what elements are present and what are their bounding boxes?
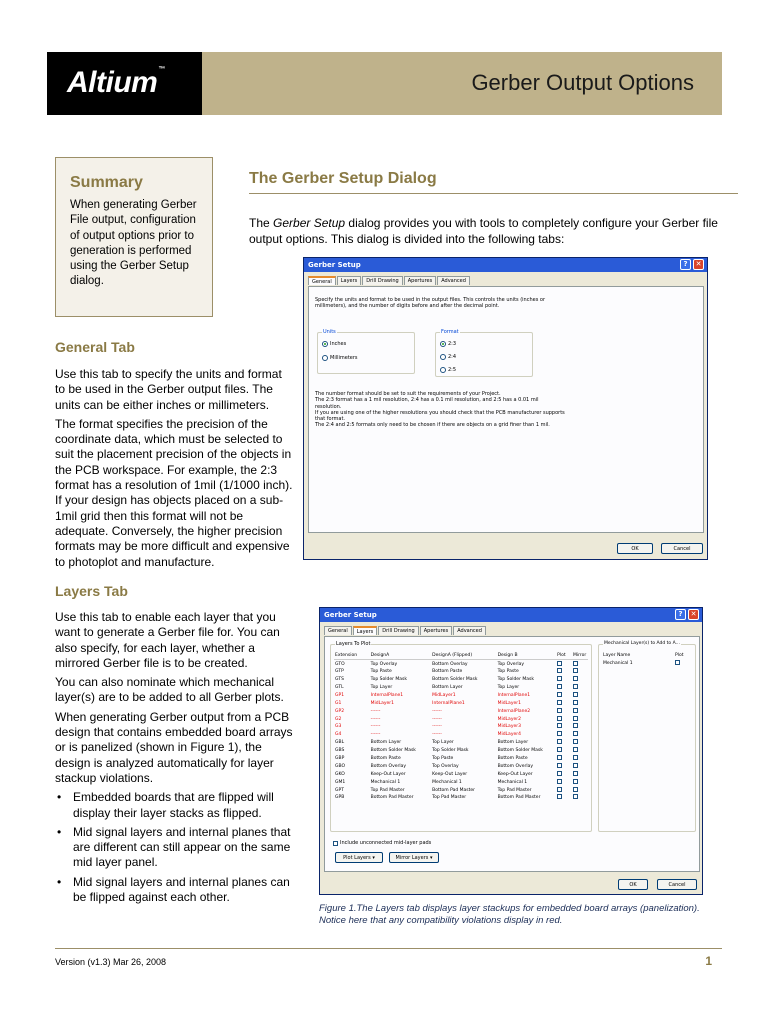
mirror-checkbox[interactable] [573, 763, 578, 768]
plot-checkbox[interactable] [557, 787, 562, 792]
table-cell: G2 [335, 716, 342, 722]
table-row[interactable] [602, 660, 692, 668]
mirror-checkbox[interactable] [573, 661, 578, 666]
table-row[interactable] [334, 715, 588, 723]
logo-trademark: ™ [158, 66, 165, 73]
mech-table-body [602, 652, 692, 668]
table-cell: Top Solder Mask [432, 748, 469, 754]
mirror-checkbox[interactable] [573, 779, 578, 784]
layers-panel [324, 636, 700, 872]
radio-format-2-4[interactable] [440, 354, 456, 360]
note-line: The number format should be set to suit the requirements of your Project. [315, 391, 501, 397]
table-cell: ------ [370, 716, 381, 722]
plot-checkbox[interactable] [557, 708, 562, 713]
table-cell: Top Paste [370, 669, 392, 675]
plot-checkbox[interactable] [557, 739, 562, 744]
table-cell: GPB [335, 795, 345, 801]
mirror-checkbox-cell [572, 676, 588, 684]
radio-format-2-3[interactable] [440, 341, 456, 347]
table-row[interactable] [334, 676, 588, 684]
table-row[interactable] [334, 684, 588, 692]
table-row[interactable] [334, 668, 588, 676]
help-icon[interactable]: ? [680, 259, 691, 270]
plot-checkbox[interactable] [557, 723, 562, 728]
general-description: Specify the units and format to be used in the output files. This controls the units (inches or millimeters), and the number of digits before and after the decimal point. [315, 297, 546, 310]
mirror-checkbox-cell [572, 755, 588, 763]
plot-checkbox-cell [556, 794, 572, 802]
intro-emphasis: Gerber Setup [273, 216, 346, 230]
mirror-checkbox-cell [572, 770, 588, 778]
note-line: If you are using one of the higher resolutions you should check that the PCB manufacturer supports that format. [315, 409, 565, 423]
table-cell: G4 [335, 732, 342, 738]
cancel-button[interactable]: Cancel [661, 543, 703, 554]
table-cell: ------ [432, 732, 442, 738]
dialog-title: Gerber Setup [324, 611, 377, 619]
table-cell: GBO [335, 763, 346, 769]
dialog-title: Gerber Setup [308, 261, 361, 269]
mirror-checkbox[interactable] [573, 668, 578, 673]
table-header-row [602, 652, 692, 660]
table-cell: Keep-Out Layer [497, 771, 533, 777]
table-cell: GTL [335, 685, 344, 690]
mirror-checkbox-cell [572, 723, 588, 731]
table-cell: Top Pad Master [432, 795, 467, 801]
table-cell: Top Pad Master [497, 787, 532, 793]
radio-millimeters[interactable] [322, 355, 358, 361]
radio-unselected-icon [440, 367, 446, 373]
help-icon[interactable]: ? [675, 609, 686, 620]
tab-advanced[interactable]: Advanced [453, 626, 486, 635]
plot-checkbox[interactable] [557, 731, 562, 736]
plot-checkbox-cell [556, 762, 572, 770]
table-cell: MidLayer4 [497, 732, 521, 738]
plot-checkbox[interactable] [557, 668, 562, 673]
table-cell: GBP [335, 756, 345, 762]
radio-unselected-icon [322, 355, 328, 361]
summary-text: When generating Gerber File output, configuration of output options prior to generation is performed using the Gerber Setup dialog. [70, 199, 197, 288]
plot-checkbox-cell [556, 668, 572, 676]
mirror-checkbox[interactable] [573, 676, 578, 681]
table-cell: Keep-Out Layer [370, 771, 406, 777]
table-header-row [334, 652, 588, 660]
general-p2: The format specifies the precision of the coordinate data, which must be selected to suit the placement precision of the objects in the PCB workspace. For example, the 2:3 format has a resolution of 1mil (1/1000 inch). If your design has objects placed on a sub-1mil grid then this format will not be adequate. Conversely, the higher precision formats may be more difficult and expensive to photoplot and manufacture. [55, 416, 293, 569]
checkbox-label: Include unconnected mid-layer pads [340, 840, 432, 846]
table-cell: ------ [370, 708, 381, 714]
table-cell: GP1 [335, 692, 345, 698]
table-cell: Top Layer [497, 685, 520, 690]
plot-checkbox[interactable] [557, 747, 562, 752]
dialog-tabs [324, 626, 487, 636]
table-cell: MidLayer3 [497, 724, 521, 730]
table-cell: Bottom Layer [497, 740, 529, 746]
plot-checkbox-cell [556, 707, 572, 715]
table-cell: ------ [432, 708, 442, 714]
table-cell: MidLayer2 [497, 716, 521, 722]
tab-layers[interactable]: Layers [353, 626, 378, 635]
plot-checkbox[interactable] [557, 771, 562, 776]
table-cell: Mechanical 1 [370, 779, 401, 785]
plot-checkbox-cell [674, 660, 692, 668]
tab-drill-drawing[interactable]: Drill Drawing [378, 626, 418, 635]
mirror-checkbox-cell [572, 762, 588, 770]
table-cell: Bottom Solder Mask [370, 748, 416, 754]
intro-pre: The [249, 216, 274, 230]
summary-box [55, 157, 213, 317]
column-header: Plot [675, 653, 684, 659]
radio-selected-icon [322, 341, 328, 347]
radio-inches[interactable] [322, 341, 346, 347]
table-cell: Mechanical 1 [432, 779, 462, 785]
table-cell: Bottom Paste [432, 669, 463, 675]
figure-caption: Figure 1.The Layers tab displays layer stackups for embedded board arrays (panelization). Notice here that any compatibility violations display in red. [319, 903, 700, 926]
plot-checkbox-cell [556, 676, 572, 684]
table-cell: Top Paste [432, 756, 454, 762]
mirror-checkbox-cell [572, 660, 588, 668]
mirror-layers-button[interactable] [389, 852, 439, 863]
table-row[interactable] [334, 747, 588, 755]
table-cell: GTO [335, 661, 345, 667]
table-row[interactable] [334, 755, 588, 763]
page-title: Gerber Output Options [471, 70, 694, 95]
table-cell: Bottom Paste [370, 756, 401, 762]
table-cell: Mechanical 1 [603, 661, 633, 667]
plot-checkbox-cell [556, 691, 572, 699]
plot-checkbox-cell [556, 715, 572, 723]
table-cell: Keep-Out Layer [432, 771, 468, 777]
general-panel [308, 286, 704, 533]
table-cell: GBS [335, 748, 345, 754]
tab-drill-drawing[interactable]: Drill Drawing [362, 276, 402, 285]
mirror-checkbox-cell [572, 699, 588, 707]
plot-checkbox-cell [556, 739, 572, 747]
page-number: 1 [705, 954, 712, 968]
footer-divider [55, 948, 722, 949]
radio-label: 2:5 [448, 367, 457, 373]
layers-p2: You can also nominate which mechanical layer(s) are to be added to all Gerber plots. [55, 675, 284, 705]
table-cell: MidLayer1 [370, 700, 395, 706]
ok-button[interactable]: OK [618, 879, 648, 890]
plot-checkbox-cell [556, 755, 572, 763]
gerber-setup-dialog-layers [319, 607, 703, 895]
bullet-item: • Embedded boards that are flipped will display their layer stacks as flipped. [55, 790, 293, 821]
tab-apertures[interactable]: Apertures [420, 626, 452, 635]
mirror-checkbox[interactable] [573, 787, 578, 792]
table-cell: Top Overlay [370, 661, 398, 667]
include-unconnected-checkbox[interactable] [333, 840, 431, 846]
table-row[interactable] [334, 699, 588, 707]
radio-label: Millimeters [330, 355, 358, 361]
chevron-down-icon: ▾ [372, 855, 375, 861]
table-cell: G3 [335, 724, 342, 730]
mirror-checkbox-cell [572, 739, 588, 747]
dialog-titlebar [304, 258, 707, 272]
plot-checkbox[interactable] [557, 676, 562, 681]
dialog-titlebar [320, 608, 702, 622]
table-cell: ------ [370, 732, 381, 738]
layers-tab-body [55, 610, 293, 909]
table-cell: Top Overlay [432, 763, 459, 769]
radio-label: 2:3 [448, 341, 457, 347]
column-header: Layer Name [603, 653, 631, 659]
plot-checkbox-cell [556, 699, 572, 707]
table-cell: GTP [335, 669, 344, 675]
column-header: DesignA (Flipped) [432, 653, 473, 659]
mechanical-layers-group [598, 641, 696, 832]
summary-heading: Summary [70, 174, 143, 191]
radio-label: Inches [330, 341, 347, 347]
units-group-label: Units [323, 329, 336, 335]
table-cell: Bottom Pad Master [432, 787, 476, 793]
table-cell: Bottom Pad Master [370, 795, 414, 801]
table-row[interactable] [334, 731, 588, 739]
format-group-label: Format [441, 329, 459, 335]
table-cell: Bottom Solder Mask [432, 677, 478, 683]
intro-paragraph [249, 215, 729, 247]
table-cell: InternalPlane2 [497, 708, 531, 714]
table-cell: GTS [335, 677, 344, 683]
mirror-checkbox-cell [572, 786, 588, 794]
table-row[interactable] [334, 739, 588, 747]
table-cell: Mechanical 1 [497, 779, 528, 785]
table-row[interactable] [334, 778, 588, 786]
table-cell: Bottom Overlay [497, 763, 533, 769]
mirror-checkbox[interactable] [573, 739, 578, 744]
table-row[interactable] [334, 786, 588, 794]
general-p1: Use this tab to specify the units and format to be used in the Gerber output files. The units can be either inches or millimeters. [55, 367, 282, 412]
close-icon[interactable]: ✕ [688, 609, 699, 620]
layers-table-body [334, 652, 588, 802]
column-header: Plot [557, 653, 566, 659]
mirror-checkbox[interactable] [573, 700, 578, 705]
table-cell: InternalPlane1 [432, 700, 465, 706]
layers-to-plot-group [330, 641, 592, 832]
layers-table [334, 652, 588, 802]
mirror-checkbox-cell [572, 691, 588, 699]
radio-selected-icon [440, 341, 446, 347]
table-cell: Bottom Layer [432, 685, 463, 690]
tab-general[interactable]: General [324, 626, 352, 635]
table-cell: GM1 [335, 779, 346, 785]
tab-advanced[interactable]: Advanced [437, 276, 470, 285]
plot-checkbox-cell [556, 684, 572, 692]
table-cell: Top Layer [370, 685, 393, 690]
plot-checkbox-cell [556, 778, 572, 786]
table-cell: ------ [432, 716, 442, 722]
table-row[interactable] [334, 691, 588, 699]
bullet-item: • Mid signal layers and internal planes that are different can still appear on the same mid layer panel. [55, 825, 293, 871]
table-cell: GKO [335, 771, 345, 777]
mech-group-label: Mechanical Layer(s) to Add to A... [604, 641, 680, 646]
table-row[interactable] [334, 723, 588, 731]
table-cell: GPT [335, 787, 344, 793]
mirror-checkbox-cell [572, 778, 588, 786]
table-cell: InternalPlane1 [497, 692, 531, 698]
table-cell: Top Pad Master [370, 787, 405, 793]
altium-logo [47, 52, 202, 115]
table-row[interactable] [334, 707, 588, 715]
plot-checkbox[interactable] [557, 661, 562, 666]
mechanical-table [602, 652, 692, 668]
table-cell: Top Solder Mask [370, 677, 408, 683]
mirror-checkbox[interactable] [573, 692, 578, 697]
table-cell: Bottom Paste [497, 756, 528, 762]
plot-checkbox[interactable] [557, 716, 562, 721]
intro-post: dialog provides you with tools to completely configure your Gerber file output options. This dialog is divided into the following tabs: [249, 216, 718, 246]
plot-checkbox[interactable] [557, 700, 562, 705]
column-header: DesignA [370, 653, 390, 659]
mirror-checkbox[interactable] [573, 708, 578, 713]
mirror-checkbox[interactable] [573, 755, 578, 760]
note-line: The 2:3 format has a 1 mil resolution, 2:4 has a 0.1 mil resolution, and 2:5 has a 0.01 mil resolution. [315, 397, 539, 410]
column-header: Extension [335, 653, 358, 659]
mirror-checkbox[interactable] [573, 723, 578, 728]
layers-group-label: Layers To Plot [336, 641, 371, 647]
mirror-checkbox[interactable] [573, 684, 578, 689]
plot-checkbox-cell [556, 660, 572, 668]
mirror-checkbox[interactable] [573, 771, 578, 776]
layers-tab-heading: Layers Tab [55, 583, 128, 599]
table-cell: Bottom Solder Mask [497, 748, 543, 754]
format-notes [315, 391, 565, 429]
plot-checkbox[interactable] [675, 660, 680, 665]
footer-version: Version (v1.3) Mar 26, 2008 [55, 957, 167, 967]
table-cell: Top Solder Mask [497, 677, 534, 683]
plot-checkbox[interactable] [557, 763, 562, 768]
plot-checkbox[interactable] [557, 794, 562, 799]
plot-checkbox-cell [556, 723, 572, 731]
plot-layers-button[interactable] [335, 852, 383, 863]
cancel-button[interactable]: Cancel [657, 879, 697, 890]
table-cell: Bottom Overlay [370, 763, 407, 769]
layers-p3: When generating Gerber output from a PCB design that contains embedded board arrays or is panelized (shown in Figure 1), the design is analyzed automatically for layer stackup violations. [55, 709, 293, 785]
table-cell: ------ [432, 724, 442, 730]
plot-checkbox[interactable] [557, 692, 562, 697]
table-row[interactable] [334, 762, 588, 770]
tab-general[interactable]: General [308, 276, 336, 285]
radio-label: 2:4 [448, 354, 457, 360]
table-cell: Bottom Layer [370, 740, 402, 746]
gerber-setup-dialog-general [303, 257, 708, 560]
mirror-checkbox-cell [572, 707, 588, 715]
radio-unselected-icon [440, 354, 446, 360]
header-band [202, 52, 722, 115]
mirror-checkbox-cell [572, 794, 588, 802]
note-line: The 2:4 and 2:5 formats only need to be chosen if there are objects on a grid finer than 1 mil. [315, 422, 550, 429]
mirror-checkbox[interactable] [573, 794, 578, 799]
table-cell: ------ [370, 724, 381, 730]
logo-text: Altium [67, 66, 158, 99]
table-cell: Top Overlay [497, 661, 525, 667]
mirror-checkbox-cell [572, 715, 588, 723]
mirror-checkbox-cell [572, 668, 588, 676]
radio-format-2-5[interactable] [440, 367, 456, 373]
table-cell: GP2 [335, 708, 345, 714]
mirror-checkbox[interactable] [573, 731, 578, 736]
plot-checkbox[interactable] [557, 779, 562, 784]
table-cell: Top Paste [497, 669, 519, 675]
layers-p1: Use this tab to enable each layer that you want to generate a Gerber file for. You can also specify, for each layer, whether a mirrored Gerber file is to be created. [55, 610, 280, 670]
ok-button[interactable]: OK [617, 543, 653, 554]
plot-checkbox[interactable] [557, 755, 562, 760]
table-cell: Bottom Overlay [432, 661, 468, 667]
tab-layers[interactable]: Layers [337, 276, 362, 285]
plot-layers-label: Plot Layers [343, 855, 371, 861]
table-cell: Top Layer [432, 740, 454, 746]
table-cell: MidLayer1 [432, 692, 456, 698]
mirror-checkbox[interactable] [573, 716, 578, 721]
table-cell: GBL [335, 740, 345, 746]
table-row[interactable] [334, 770, 588, 778]
format-group [435, 329, 533, 377]
title-divider [249, 193, 738, 194]
plot-checkbox-cell [556, 770, 572, 778]
table-cell: G1 [335, 700, 342, 706]
table-row[interactable] [334, 794, 588, 802]
dialog-tabs [308, 276, 471, 286]
layers-bullets [55, 790, 293, 905]
plot-checkbox-cell [556, 731, 572, 739]
checkbox-icon [333, 841, 338, 846]
mirror-checkbox-cell [572, 684, 588, 692]
table-cell: MidLayer1 [497, 700, 521, 706]
general-tab-body [55, 367, 293, 574]
table-cell: Bottom Pad Master [497, 795, 541, 801]
bullet-item: • Mid signal layers and internal planes can be flipped against each other. [55, 875, 293, 906]
column-header: Design B [497, 653, 518, 659]
tab-apertures[interactable]: Apertures [404, 276, 436, 285]
plot-checkbox-cell [556, 786, 572, 794]
mirror-checkbox-cell [572, 731, 588, 739]
table-row[interactable] [334, 660, 588, 668]
plot-checkbox[interactable] [557, 684, 562, 689]
column-header: Mirror [572, 653, 587, 659]
close-icon[interactable]: ✕ [693, 259, 704, 270]
table-cell: InternalPlane1 [370, 692, 404, 698]
mirror-layers-label: Mirror Layers [395, 855, 429, 861]
units-group [317, 329, 415, 374]
mirror-checkbox[interactable] [573, 747, 578, 752]
general-tab-heading: General Tab [55, 339, 135, 355]
plot-checkbox-cell [556, 747, 572, 755]
chevron-down-icon: ▾ [429, 855, 433, 861]
mirror-checkbox-cell [572, 747, 588, 755]
section-title: The Gerber Setup Dialog [249, 170, 437, 187]
